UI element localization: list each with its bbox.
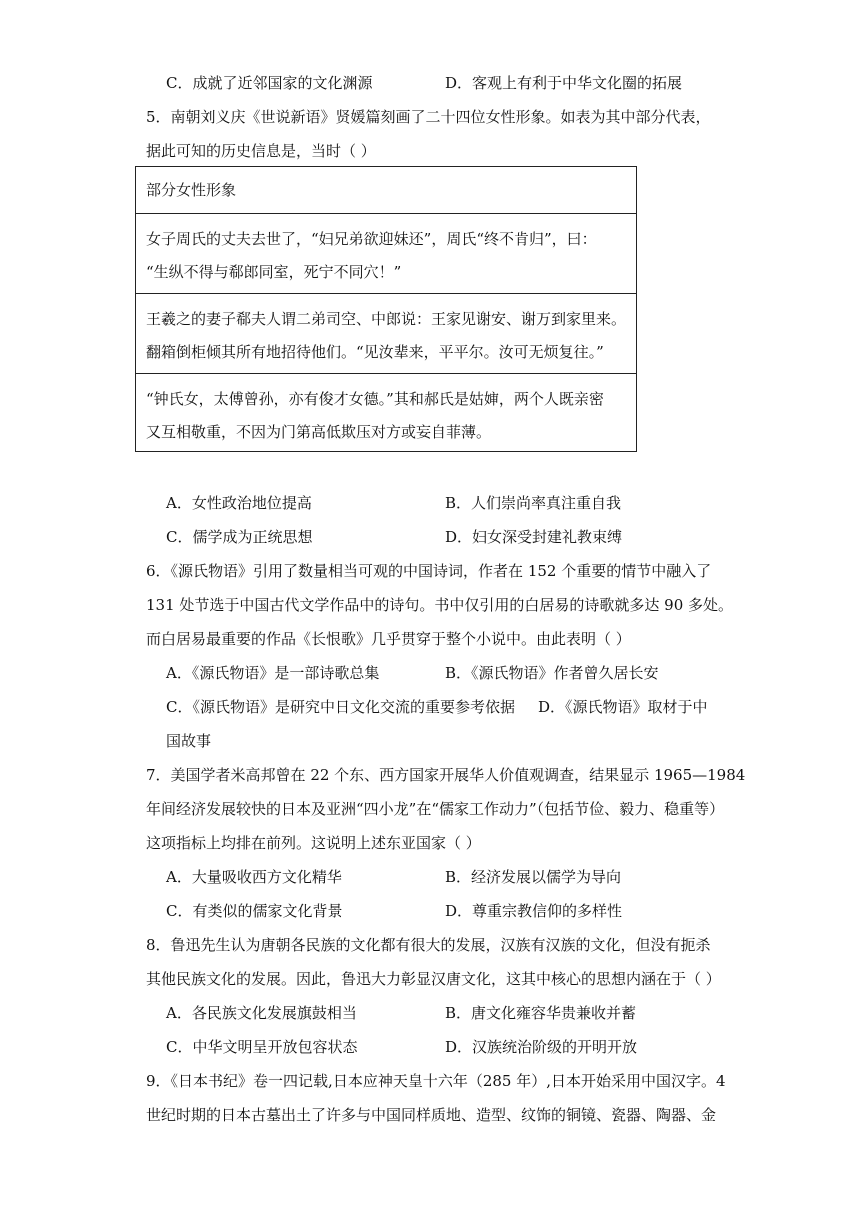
q7-stem-line3: 这项指标上均排在前列。这说明上述东亚国家（ ）	[146, 834, 481, 852]
q5-table	[135, 166, 637, 452]
q5-stem-line1: 5．南朝刘义庆《世说新语》贤媛篇刻画了二十四位女性形象。如表为其中部分代表，	[146, 108, 711, 126]
q7-stem-line1: 7．美国学者米高邦曾在 22 个东、西方国家开展华人价值观调查，结果显示 1965—1984	[146, 766, 746, 784]
q6-option-d: D．《源氏物语》取材于中	[538, 698, 708, 716]
q7-option-a: A．大量吸收西方文化精华	[166, 868, 342, 886]
q9-stem-line1: 9．《日本书纪》卷一四记载,日本应神天皇十六年（285 年）,日本开始采用中国汉字。4	[146, 1072, 726, 1090]
q6-stem-line3: 而白居易最重要的作品《长恨歌》几乎贯穿于整个小说中。由此表明（ ）	[146, 630, 631, 648]
table-header: 部分女性形象	[146, 181, 237, 199]
table-row	[136, 213, 636, 293]
q5-option-a: A．女性政治地位提高	[166, 494, 312, 512]
q6-stem-line1: 6．《源氏物语》引用了数量相当可观的中国诗词，作者在 152 个重要的情节中融入了	[146, 562, 712, 580]
q8-stem-line2: 其他民族文化的发展。因此，鲁迅大力彰显汉唐文化，这其中核心的思想内涵在于（ ）	[146, 970, 721, 988]
q8-option-a: A．各民族文化发展旗鼓相当	[166, 1004, 357, 1022]
q9-stem-line2: 世纪时期的日本古墓出土了许多与中国同样质地、造型、纹饰的铜镜、瓷器、陶器、金	[146, 1106, 717, 1124]
q8-stem-line1: 8．鲁迅先生认为唐朝各民族的文化都有很大的发展，汉族有汉族的文化，但没有扼杀	[146, 936, 711, 954]
q6-option-c: C．《源氏物语》是研究中日文化交流的重要参考依据	[166, 698, 515, 716]
table-row-text: “钟氏女，太傅曾孙，亦有俊才女德。”其和郝氏是姑婶，两个人既亲密	[146, 390, 604, 408]
q5-option-d: D．妇女深受封建礼教束缚	[445, 528, 623, 546]
q5-option-b: B．人们崇尚率真注重自我	[445, 494, 622, 512]
q6-option-d-continued: 国故事	[166, 732, 212, 750]
q8-option-c: C．中华文明呈开放包容状态	[166, 1038, 358, 1056]
q5-option-c: C．儒学成为正统思想	[166, 528, 313, 546]
table-header-row	[136, 167, 636, 213]
q6-stem-line2: 131 处节选于中国古代文学作品中的诗句。书中仅引用的白居易的诗歌就多达 90 多处。	[146, 596, 734, 614]
table-row-text: “生纵不得与郗郎同室，死宁不同穴！”	[146, 263, 402, 281]
table-row-text: 翻箱倒柜倾其所有地招待他们。“见汝辈来，平平尔。汝可无烦复往。”	[146, 343, 604, 361]
table-row	[136, 373, 636, 451]
table-row-text: 王羲之的妻子郗夫人谓二弟司空、中郎说：王家见谢安、谢万到家里来。	[146, 310, 627, 328]
q7-stem-line2: 年间经济发展较快的日本及亚洲“四小龙”在“儒家工作动力”（包括节俭、毅力、稳重等）	[146, 800, 725, 818]
q7-option-b: B．经济发展以儒学为导向	[445, 868, 622, 886]
q6-option-a: A．《源氏物语》是一部诗歌总集	[166, 664, 380, 682]
table-row-text: 又互相敬重，不因为门第高低欺压对方或妄自菲薄。	[146, 423, 492, 441]
q4-option-d: D．客观上有利于中华文化圈的拓展	[445, 74, 683, 92]
q4-option-c: C．成就了近邻国家的文化渊源	[166, 74, 373, 92]
q6-option-b: B．《源氏物语》作者曾久居长安	[445, 664, 659, 682]
q7-option-d: D．尊重宗教信仰的多样性	[445, 902, 623, 920]
q5-stem-line2: 据此可知的历史信息是，当时（ ）	[146, 142, 376, 160]
q8-option-b: B．唐文化雍容华贵兼收并蓄	[445, 1004, 637, 1022]
q8-option-d: D．汉族统治阶级的开明开放	[445, 1038, 638, 1056]
table-row	[136, 293, 636, 373]
q7-option-c: C．有类似的儒家文化背景	[166, 902, 343, 920]
table-row-text: 女子周氏的丈夫去世了，“妇兄弟欲迎妹还”，周氏“终不肯归”，曰：	[146, 230, 597, 248]
